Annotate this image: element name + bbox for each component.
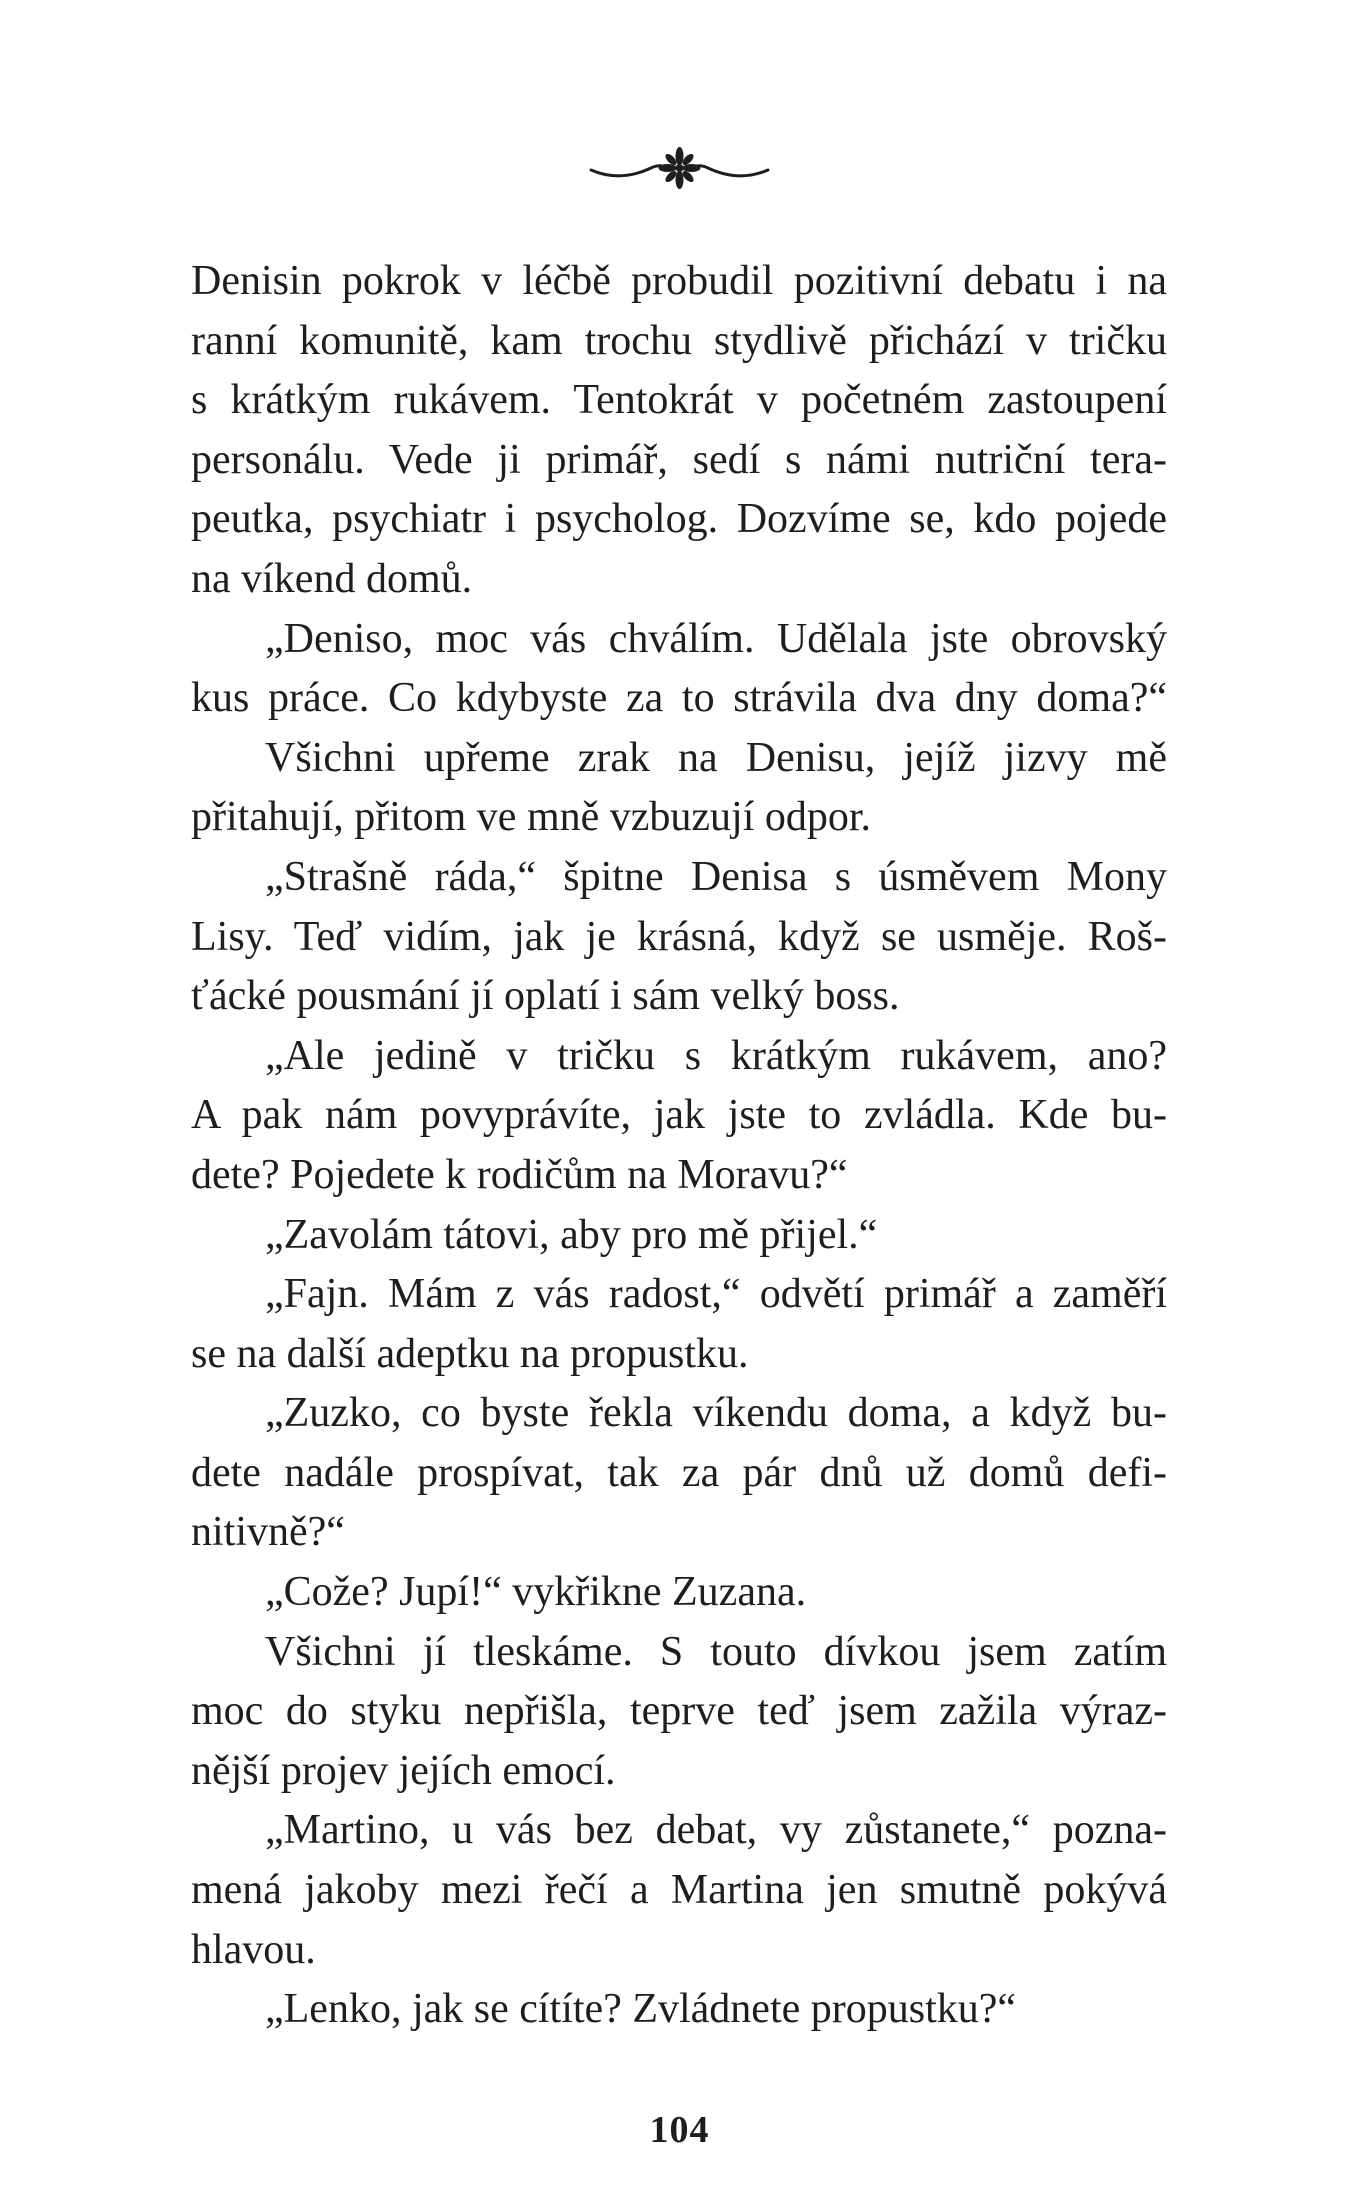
text-line: peutka, psychiatr i psycholog. Dozvíme se, kdo pojede xyxy=(191,496,1167,543)
text-line: „Zuzko, co byste řekla víkendu doma, a když bu- xyxy=(265,1390,1167,1437)
text-line: moc do styku nepřišla, teprve teď jsem zažila výraz- xyxy=(191,1688,1167,1735)
text-line: „Zavolám tátovi, aby pro mě přijel.“ xyxy=(265,1211,878,1258)
text-line: přitahují, přitom ve mně vzbuzují odpor. xyxy=(191,794,872,841)
page-number: 104 xyxy=(649,2109,710,2151)
text-line: mená jakoby mezi řečí a Martina jen smutně pokývá xyxy=(191,1867,1167,1914)
text-line: hlavou. xyxy=(191,1926,316,1973)
text-line: Lisy. Teď vidím, jak je krásná, když se usměje. Roš- xyxy=(191,913,1167,960)
text-line: Všichni jí tleskáme. S touto dívkou jsem zatím xyxy=(265,1628,1167,1675)
text-line: „Ale jedině v tričku s krátkým rukávem, ano? xyxy=(265,1032,1167,1079)
text-line: ťácké pousmání jí oplatí i sám velký boss. xyxy=(191,973,900,1020)
text-line: nitivně?“ xyxy=(191,1509,345,1556)
floral-ornament-icon xyxy=(589,140,770,196)
text-line: dete nadále prospívat, tak za pár dnů už domů defi- xyxy=(191,1449,1167,1496)
text-line: „Cože? Jupí!“ vykřikne Zuzana. xyxy=(265,1569,807,1616)
text-line: Všichni upřeme zrak na Denisu, jejíž jizvy mě xyxy=(265,734,1167,781)
text-line: nější projev jejích emocí. xyxy=(191,1747,616,1794)
text-line: personálu. Vede ji primář, sedí s námi nutriční tera- xyxy=(191,436,1167,483)
text-line: kus práce. Co kdybyste za to strávila dva dny doma?“ xyxy=(191,675,1167,722)
text-line: „Strašně ráda,“ špitne Denisa s úsměvem Mony xyxy=(265,853,1167,900)
text-line: „Martino, u vás bez debat, vy zůstanete,“ pozna- xyxy=(265,1807,1167,1854)
text-line: „Deniso, moc vás chválím. Udělala jste obrovský xyxy=(265,615,1167,662)
text-line: A pak nám povyprávíte, jak jste to zvládla. Kde bu- xyxy=(191,1092,1167,1139)
text-line: ranní komunitě, kam trochu stydlivě přichází v tričku xyxy=(191,317,1167,364)
text-line: s krátkým rukávem. Tentokrát v početném zastoupení xyxy=(191,377,1167,424)
text-line: dete? Pojedete k rodičům na Moravu?“ xyxy=(191,1151,848,1198)
text-line: „Fajn. Mám z vás radost,“ odvětí primář a zaměří xyxy=(265,1271,1167,1318)
text-line: Denisin pokrok v léčbě probudil pozitivní debatu i na xyxy=(191,258,1167,304)
text-line: „Lenko, jak se cítíte? Zvládnete propustku?“ xyxy=(265,1986,1017,2033)
body-text xyxy=(191,252,1167,2040)
text-line: se na další adeptku na propustku. xyxy=(191,1330,749,1377)
text-line: na víkend domů. xyxy=(191,555,473,602)
